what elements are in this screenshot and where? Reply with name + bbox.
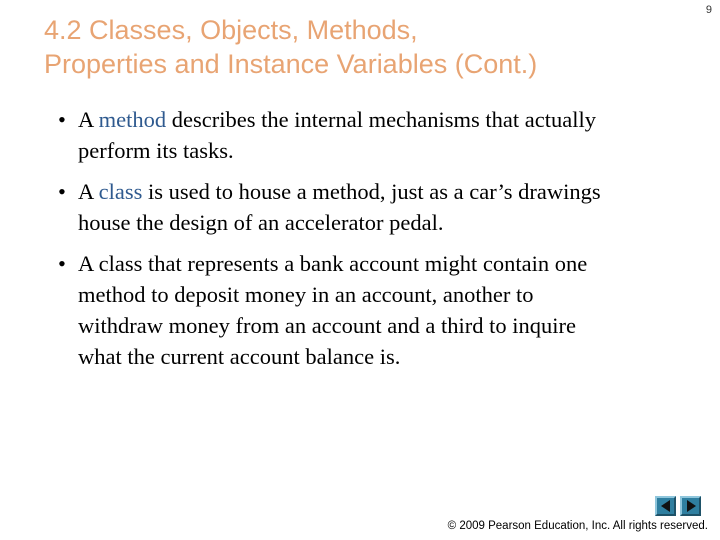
previous-slide-button[interactable] (655, 496, 676, 516)
bullet-line: A class that represents a bank account might contain one (78, 251, 588, 276)
bullet-line (78, 104, 698, 135)
next-slide-button[interactable] (680, 496, 701, 516)
bullet-text: is used to house a method, just as a car’s drawings (142, 179, 601, 204)
bullet-item-bank-account (58, 248, 698, 372)
bullet-dot: • (58, 107, 66, 132)
slide-title (44, 13, 684, 81)
arrow-right-icon (684, 499, 698, 513)
bullet-dot: • (58, 179, 66, 204)
bullet-text: A (78, 179, 99, 204)
arrow-left-icon (659, 499, 673, 513)
bullet-list (58, 104, 698, 382)
bullet-line (78, 176, 698, 207)
slide-navigation (655, 496, 701, 516)
page-number: 9 (705, 4, 712, 16)
bullet-text: describes the internal mechanisms that actually (166, 107, 596, 132)
bullet-line: perform its tasks. (78, 138, 234, 163)
keyword-method: method (98, 107, 167, 132)
bullet-item-method (58, 104, 698, 166)
copyright-footer: © 2009 Pearson Education, Inc. All rights reserved. (447, 520, 708, 532)
bullet-line: withdraw money from an account and a third to inquire (78, 313, 576, 338)
bullet-line: what the current account balance is. (78, 344, 401, 369)
keyword-class: class (98, 179, 143, 204)
bullet-item-class (58, 176, 698, 238)
bullet-dot: • (58, 251, 66, 276)
bullet-line: house the design of an accelerator pedal. (78, 210, 444, 235)
slide-title-line-1: 4.2 Classes, Objects, Methods, (44, 15, 418, 45)
bullet-text: A (78, 107, 99, 132)
bullet-line: method to deposit money in an account, another to (78, 282, 534, 307)
slide-title-line-2: Properties and Instance Variables (Cont.) (44, 49, 538, 79)
